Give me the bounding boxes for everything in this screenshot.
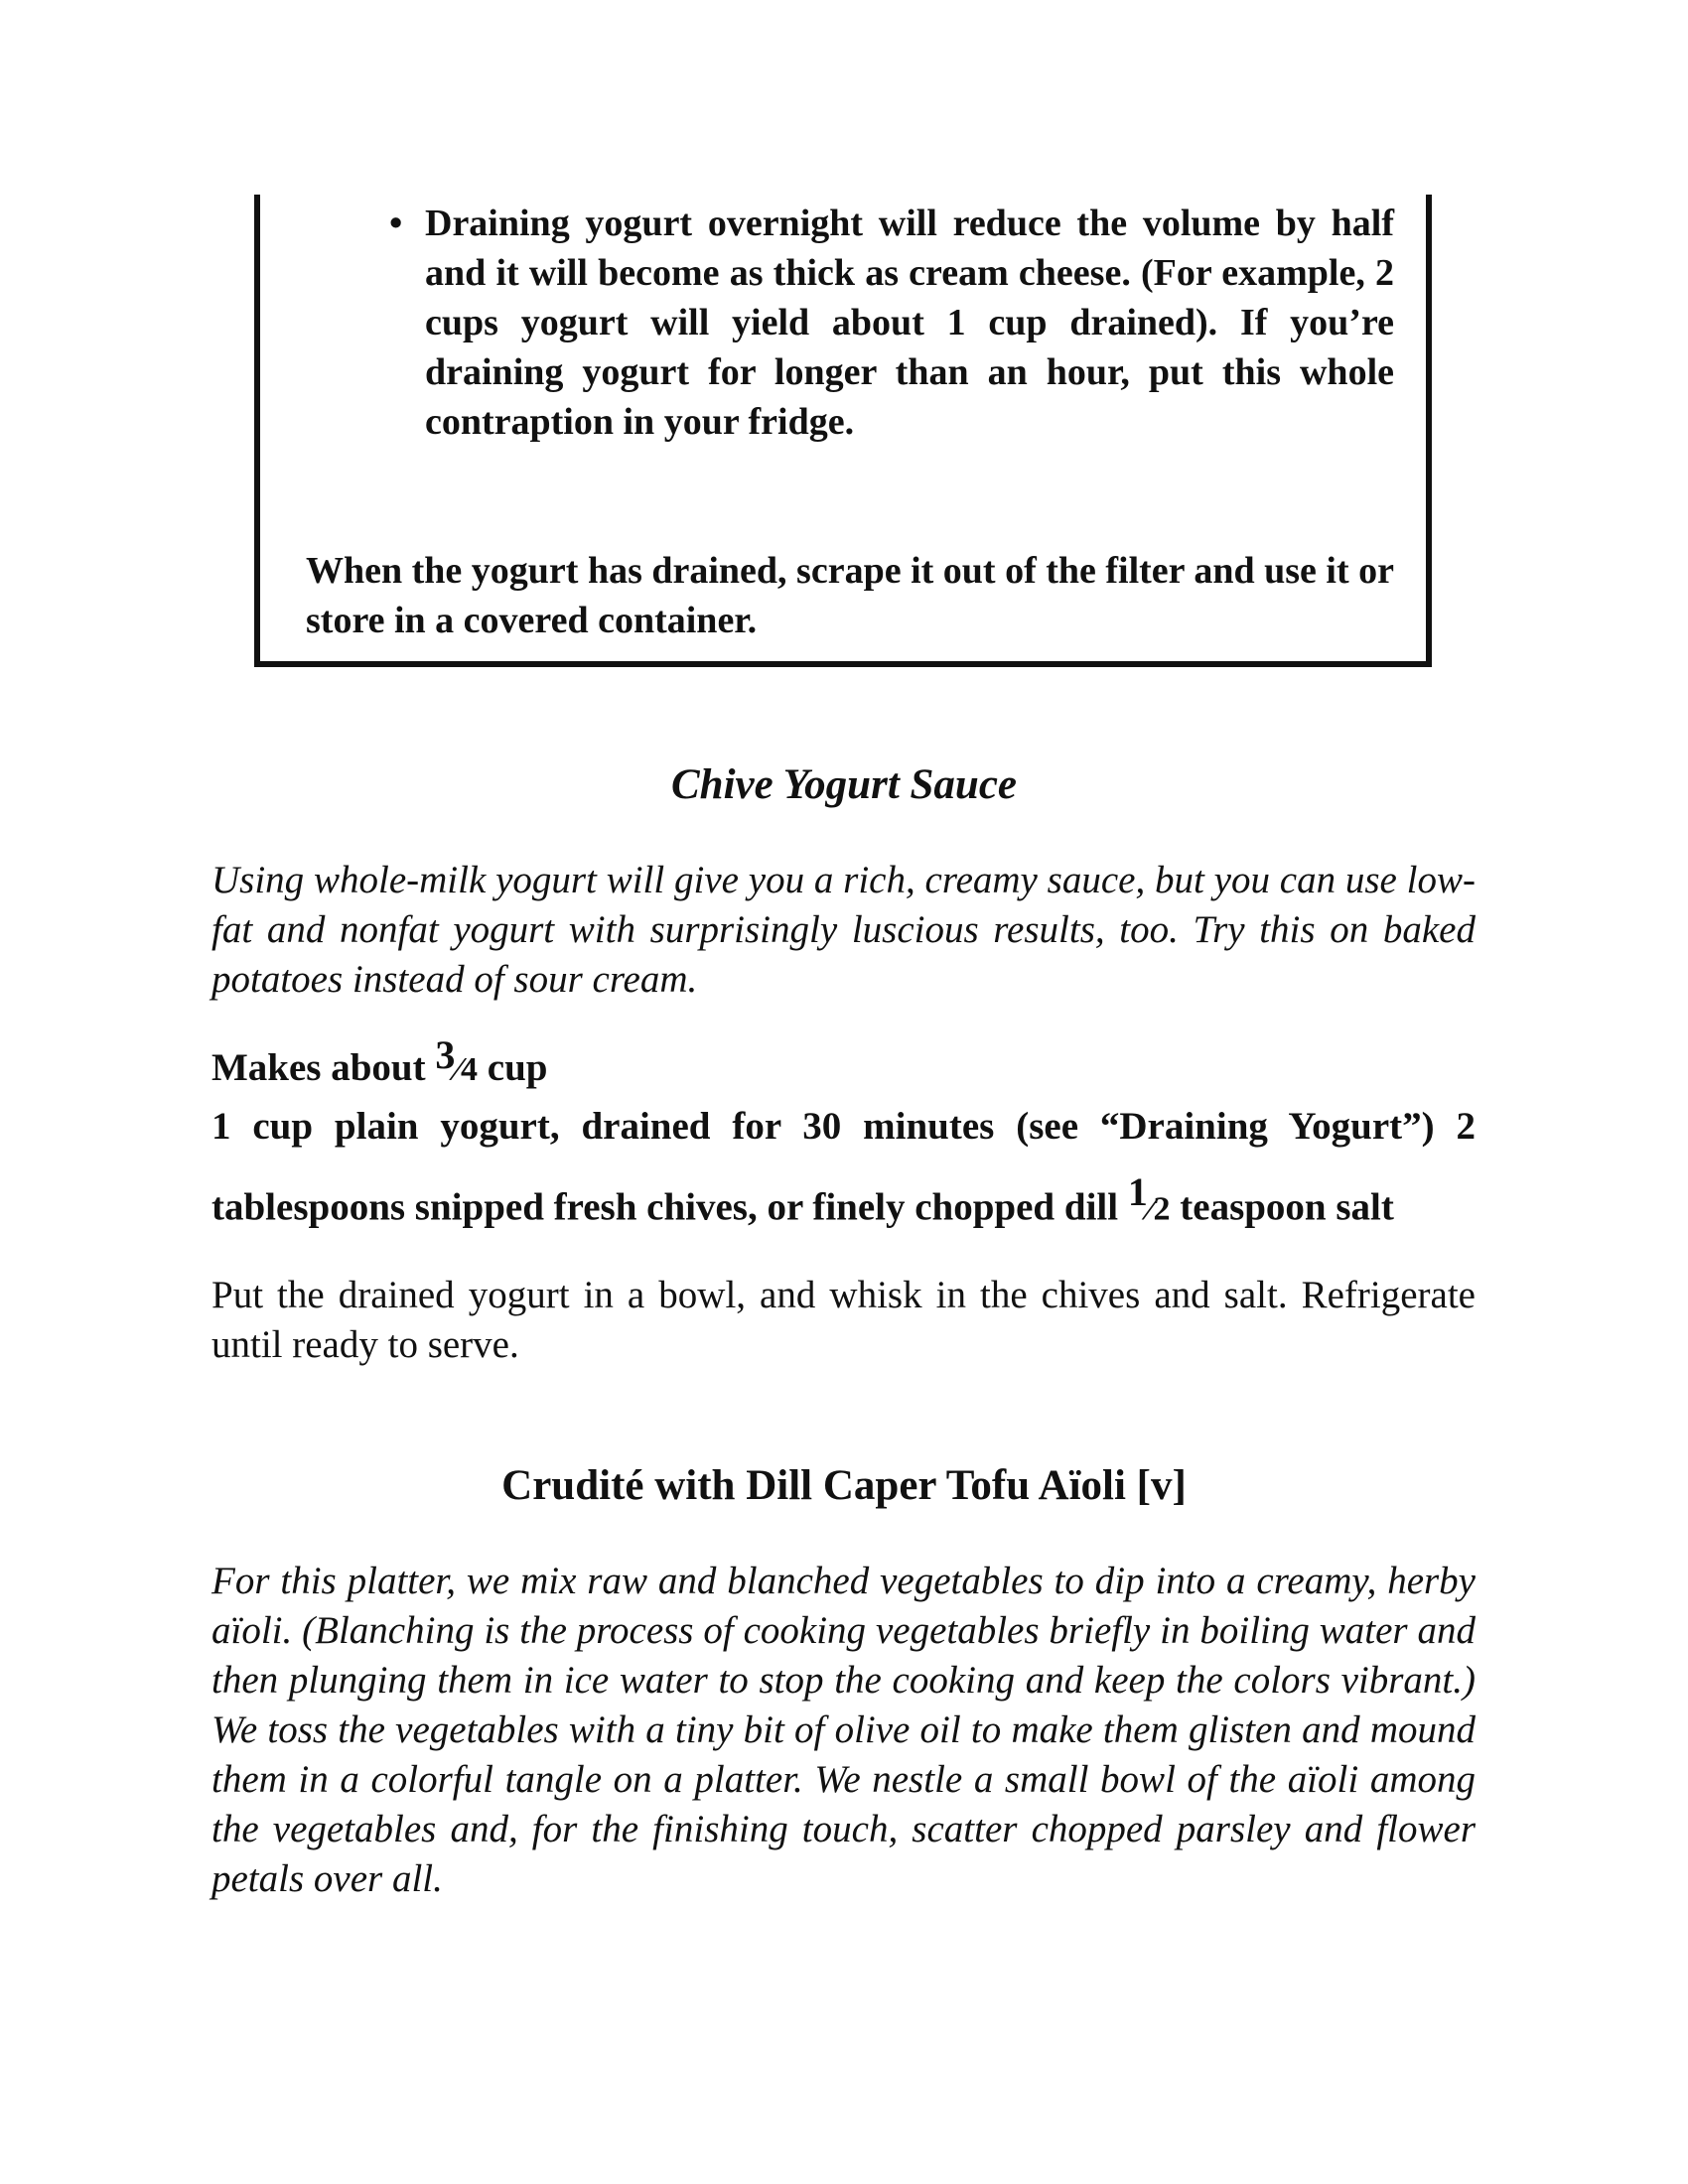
recipe-method: Put the drained yogurt in a bowl, and whisk in the chives and salt. Refrigerate until ready to serve. [211,1274,1476,1366]
yield-fraction-denominator: ⁄4 [455,1050,479,1088]
tip-bullet-text: Draining yogurt overnight will reduce the volume by half and it will become as thick as cream cheese. (For example, 2 cups yogurt will yield about 1 cup drained). If you’re draining yogurt for longer than an hour, put this whole contraption in your fridge. [425,203,1394,443]
recipe-yield [211,1028,548,1097]
recipe-title-chive-yogurt-sauce: Chive Yogurt Sauce [670,761,1018,808]
ingredients-fraction-denominator: ⁄2 [1147,1190,1171,1228]
recipe-intro-chive-yogurt-sauce: Using whole-milk yogurt will give you a rich, creamy sauce, but you can use low-fat and nonfat yogurt with surprisingly luscious results, too. Try this on baked potatoes instead of sour cream. [211,859,1476,1001]
recipe-intro-crudite-aioli: For this platter, we mix raw and blanched vegetables to dip into a creamy, herby aïoli. (Blanching is the process of cooking vegetables briefly in boiling water and then plunging them in ice water to stop the cooking and keep the colors vibrant.) We toss the vegetables with a tiny bit of olive oil to make them glisten and mound them in a colorful tangle on a platter. We nestle a small bowl of the aïoli among the vegetables and, for the finishing touch, scatter chopped parsley and flower petals over all. [211,1560,1476,1900]
recipe-title-crudite-aioli: Crudité with Dill Caper Tofu Aïoli [v] [501,1462,1187,1509]
recipe-ingredients [211,1094,1476,1243]
ingredients-text-part2: teaspoon salt [1170,1185,1394,1229]
draining-yogurt-tip-box [254,195,1432,667]
yield-prefix: Makes about [211,1045,436,1089]
yield-fraction-numerator: 3 [435,1032,456,1077]
ingredients-text-part1: 1 cup plain yogurt, drained for 30 minutes (see “Draining Yogurt”) 2 tablespoons snipped fresh chives, or finely chopped dill [211,1105,1476,1229]
yield-suffix: cup [478,1045,548,1089]
ingredients-fraction-numerator: 1 [1127,1169,1148,1214]
bullet-icon: • [389,203,403,244]
tip-bullet-item [389,199,1394,447]
tip-closing-text: When the yogurt has drained, scrape it out of the filter and use it or store in a covered container. [306,550,1394,641]
